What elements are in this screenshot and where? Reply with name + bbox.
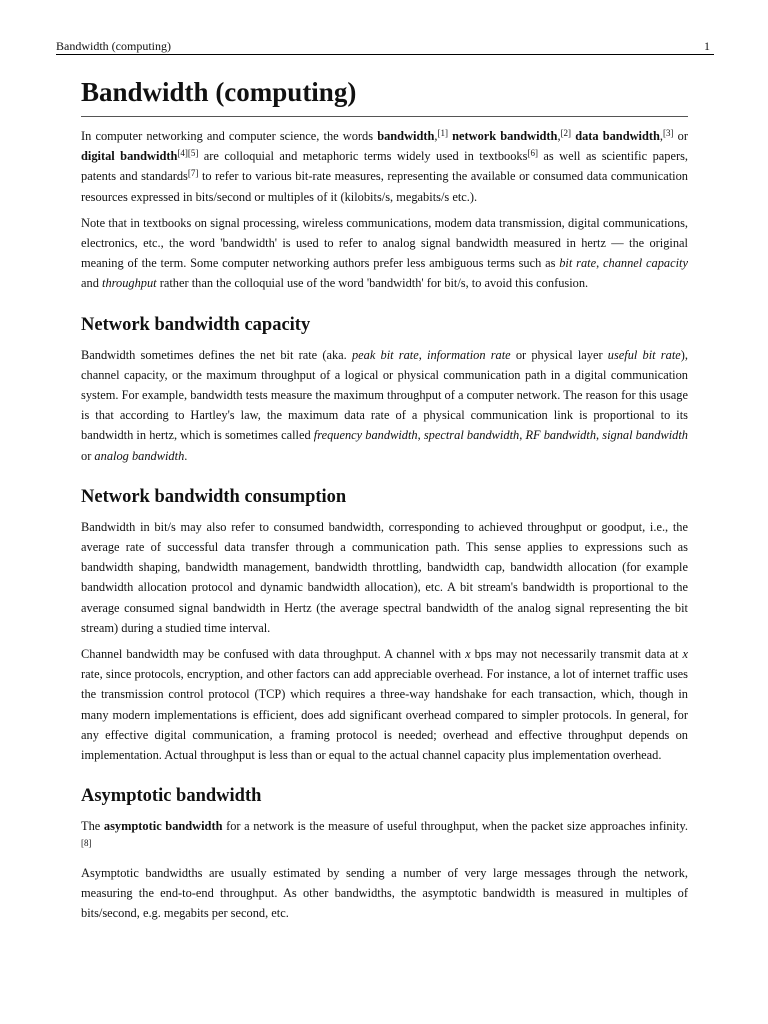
page-title: Bandwidth (computing) [81,74,688,117]
text-run: , [417,428,424,443]
consumption-paragraph-2 [81,644,688,765]
text-run: , [659,129,663,143]
term-throughput: throughput [102,276,157,291]
citation-link[interactable]: [2] [560,128,572,138]
text-run: , [557,129,561,143]
term-information-rate: information rate [427,347,511,362]
running-header [56,38,714,55]
text-run: as well as scientific papers, patents and standards [81,149,688,184]
intro-paragraph-1 [81,126,688,207]
citation-link[interactable]: [4][5] [177,148,199,159]
term-channel-capacity: channel capacity [603,256,688,271]
text-run: or [81,448,95,463]
term-analog-bandwidth: analog bandwidth [94,448,185,463]
text-run: or physical layer [510,347,608,362]
term-data-bandwidth: data bandwidth [575,129,660,143]
consumption-paragraph-1: Bandwidth in bit/s may also refer to consumed bandwidth, corresponding to achieved throughput or goodput, i.e., the average rate of successful data transfer through a communication path. This sense applies to expressions such as bandwidth shaping, bandwidth management, bandwidth throttling, bandwidth cap, bandwidth allocation (for example bandwidth allocation protocol and dynamic bandwidth allocation), etc. A bit stream's bandwidth is proportional to the average consumed signal bandwidth in Hertz (the average spectral bandwidth of the analog signal representing the bit stream) during a studied time interval. [81,519,688,635]
capacity-paragraph [81,345,688,466]
text-run: In computer networking and computer science, the words [81,129,378,143]
asymptotic-paragraph-1 [81,816,688,856]
text-run: , [434,129,438,143]
citation-link[interactable]: [3] [663,128,674,138]
text-run: rather than the colloquial use of the word 'bandwidth' for bit/s, to avoid this confusion. [156,276,589,291]
term-digital-bandwidth: digital bandwidth [81,149,178,164]
term-spectral-bandwidth: spectral bandwidth [423,428,520,443]
text-run: , [519,428,526,443]
section-heading-asymptotic: Asymptotic bandwidth [81,786,262,807]
section-heading-consumption: Network bandwidth consumption [81,486,347,507]
term-peak-bit-rate: peak bit rate [351,347,419,362]
text-run: for a network is the measure of useful throughput, when the packet size approaches infinity. [222,819,688,834]
term-useful-bit-rate: useful bit rate [607,347,681,362]
text-run: rate, since protocols, encryption, and other factors can add appreciable overhead. For instance, a lot of internet traffic uses the transmission control protocol (TCP) which requires a three-way handshake for each transaction, which, though in many modern implementations is efficient, does add significant overhead compared to simpler protocols. In general, for any effective digital communication, a framing protocol is needed; overhead and effective throughput depends on implementation. Actual throughput is less than or equal to the actual channel capacity plus implementation overhead. [81,667,688,763]
term-rf-bandwidth: RF bandwidth [525,428,597,443]
term-bandwidth: bandwidth [377,129,435,143]
citation-link[interactable]: [8] [81,838,92,849]
citation-link[interactable]: [1] [437,128,448,138]
running-header-title: Bandwidth (computing) [56,39,171,53]
text-run: Note that in textbooks on signal processing, wireless communications, modem data transmission, digital communications, electronics, etc., the word 'bandwidth' is used to refer to analog signal bandwidth measured in hertz — the original meaning of the term. Some computer networking authors prefer less ambiguous terms such as [81,215,688,271]
article-body [81,74,688,929]
page-number: 1 [704,39,710,53]
term-bit-rate: bit rate [559,256,597,271]
text-run: to refer to various bit-rate measures, representing the available or consumed data communication resources expressed in bits/second or multiples of it (kilobits/s, megabits/s etc.). [81,169,688,204]
citation-link[interactable]: [6] [527,148,538,159]
asymptotic-paragraph-2: Asymptotic bandwidths are usually estimated by sending a number of very large messages through the network, measuring the end-to-end throughput. As other bandwidths, the asymptotic bandwidth is measured in multiples of bits/second, e.g. megabits per second, etc. [81,865,688,921]
variable-x: x [682,647,688,662]
section-heading-capacity: Network bandwidth capacity [81,314,311,335]
variable-x: x [465,647,471,662]
term-signal-bandwidth: signal bandwidth [602,428,688,443]
text-run: are colloquial and metaphoric terms widely used in textbooks [198,149,528,164]
intro-paragraph-2 [81,213,688,294]
term-asymptotic-bandwidth: asymptotic bandwidth [103,819,223,834]
citation-link[interactable]: [7] [187,168,199,179]
text-run: . [184,448,188,463]
text-run: , [596,256,603,271]
text-run: and [81,276,102,291]
text-run: , [596,428,603,443]
term-frequency-bandwidth: frequency bandwidth [313,428,418,443]
text-run: , [418,347,428,362]
text-run: Bandwidth sometimes defines the net bit rate (aka. [81,347,352,362]
term-network-bandwidth: network bandwidth [452,129,558,143]
text-run: Channel bandwidth may be confused with data throughput. A channel with [81,647,466,662]
text-run: or [673,129,688,143]
text-run: The [81,819,104,834]
text-run: bps may not necessarily transmit data at [470,647,683,662]
text-run: ), channel capacity, or the maximum throughput of a logical or physical communication path in a digital communication system. For example, bandwidth tests measure the maximum throughput of a computer network. The reason for this usage is that according to Hartley's law, the maximum data rate of a physical communication link is proportional to its bandwidth in hertz, which is sometimes called [81,347,688,443]
